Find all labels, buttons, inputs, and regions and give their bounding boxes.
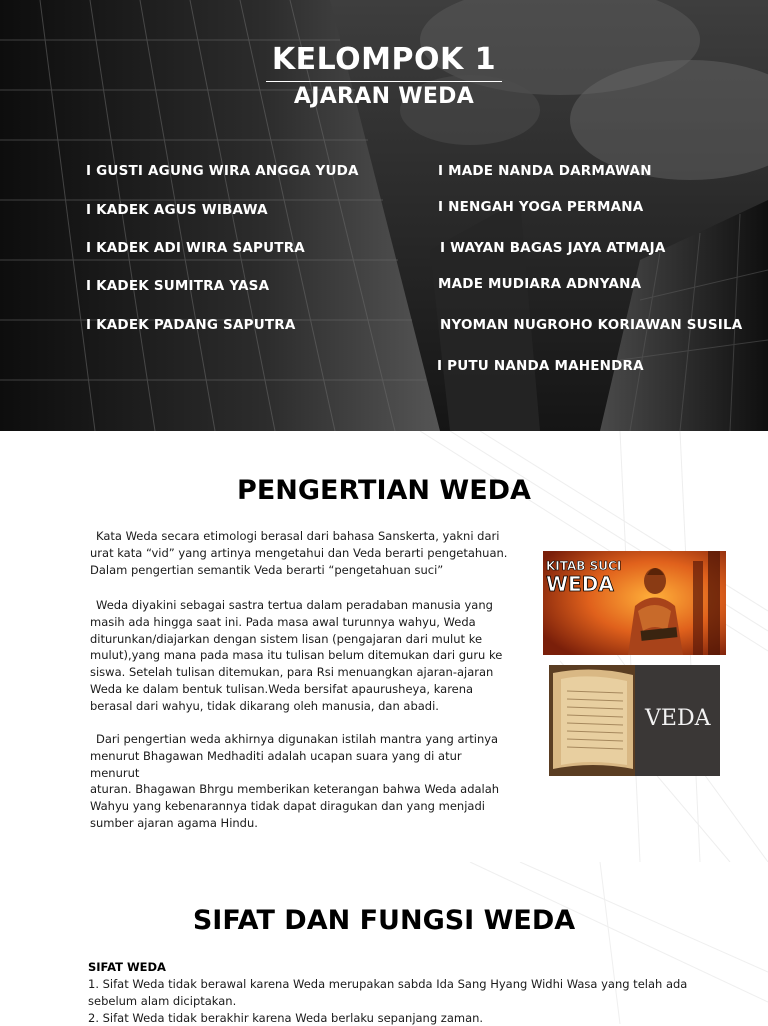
title-divider: [266, 81, 502, 82]
member-name: I KADEK PADANG SAPUTRA: [86, 317, 296, 333]
member-name: I NENGAH YOGA PERMANA: [438, 199, 644, 215]
member-name: I KADEK SUMITRA YASA: [86, 278, 270, 294]
member-name: NYOMAN NUGROHO KORIAWAN SUSILA: [440, 317, 743, 333]
member-name: I MADE NANDA DARMAWAN: [438, 163, 652, 179]
paragraph-line: siswa. Setelah tulisan ditemukan, para Rsi menuangkan ajaran-ajaran: [90, 665, 494, 680]
member-name: I GUSTI AGUNG WIRA ANGGA YUDA: [86, 163, 359, 179]
member-name: I KADEK ADI WIRA SAPUTRA: [86, 240, 305, 256]
paragraph-line: Dalam pengertian semantik Veda berarti “pengetahuan suci”: [90, 562, 444, 577]
list-item: 1. Sifat Weda tidak berawal karena Weda merupakan sabda Ida Sang Hyang Widhi Wasa yang telah ada: [88, 977, 688, 991]
paragraph-line: Dari pengertian weda akhirnya digunakan istilah mantra yang artinya: [96, 732, 499, 746]
member-name: I WAYAN BAGAS JAYA ATMAJA: [440, 240, 666, 256]
paragraph-line: urat kata “vid” yang artinya mengetahui dan Veda berarti pengetahuan.: [90, 545, 508, 560]
paragraph-line: diturunkan/diajarkan dengan sistem lisan (pengajaran dari mulut ke: [90, 631, 483, 646]
paragraph-mantra: [90, 731, 510, 832]
kitab-suci-weda-image: [543, 551, 726, 655]
image1-caption-line1: KITAB SUCI: [546, 559, 622, 573]
paragraph-line: aturan. Bhagawan Bhrgu memberikan keterangan bahwa Weda adalah: [90, 782, 500, 797]
subheading-sifat-weda: SIFAT WEDA: [88, 960, 166, 974]
paragraph-line: mulut),yang mana pada masa itu tulisan belum ditemukan dari guru ke: [90, 648, 503, 663]
paragraph-line: menurut Bhagawan Medhaditi adalah ucapan suara yang di atur menurut: [90, 748, 462, 780]
list-item: sebelum alam diciptakan.: [88, 993, 237, 1008]
paragraph-line: Kata Weda secara etimologi berasal dari bahasa Sanskerta, yakni dari: [96, 529, 500, 543]
image2-caption: VEDA: [645, 706, 711, 731]
paragraph-line: Weda diyakini sebagai sastra tertua dalam peradaban manusia yang: [96, 598, 493, 612]
paragraph-line: berasal dari wahyu, tidak dikarang oleh manusia, dan abadi.: [90, 698, 439, 713]
paragraph-line: Weda ke dalam bentuk tulisan.Weda bersifat apaurusheya, karena: [90, 681, 474, 696]
veda-book-image: [549, 665, 720, 776]
paragraph-line: sumber ajaran agama Hindu.: [90, 815, 258, 830]
list-item: 2. Sifat Weda tidak berakhir karena Weda berlaku sepanjang zaman.: [88, 1010, 484, 1025]
member-name: I KADEK AGUS WIBAWA: [86, 202, 268, 218]
hero-subtitle: AJARAN WEDA: [293, 84, 475, 109]
hero-banner: [0, 0, 768, 431]
section-heading-pengertian: PENGERTIAN WEDA: [237, 475, 531, 506]
member-name: I PUTU NANDA MAHENDRA: [437, 358, 644, 374]
sifat-list: [88, 976, 688, 1026]
member-name: MADE MUDIARA ADNYANA: [438, 276, 642, 292]
image1-caption-line2: WEDA: [546, 572, 614, 596]
hero-title: KELOMPOK 1: [271, 42, 497, 77]
paragraph-line: Wahyu yang kebenarannya tidak dapat diragukan dan yang menjadi: [90, 799, 485, 814]
paragraph-etimologi: [90, 528, 510, 578]
section-heading-sifat: SIFAT DAN FUNGSI WEDA: [192, 905, 576, 936]
paragraph-line: masih ada hingga saat ini. Pada masa awal turunnya wahyu, Weda: [90, 614, 476, 629]
paragraph-sejarah: [90, 597, 510, 715]
